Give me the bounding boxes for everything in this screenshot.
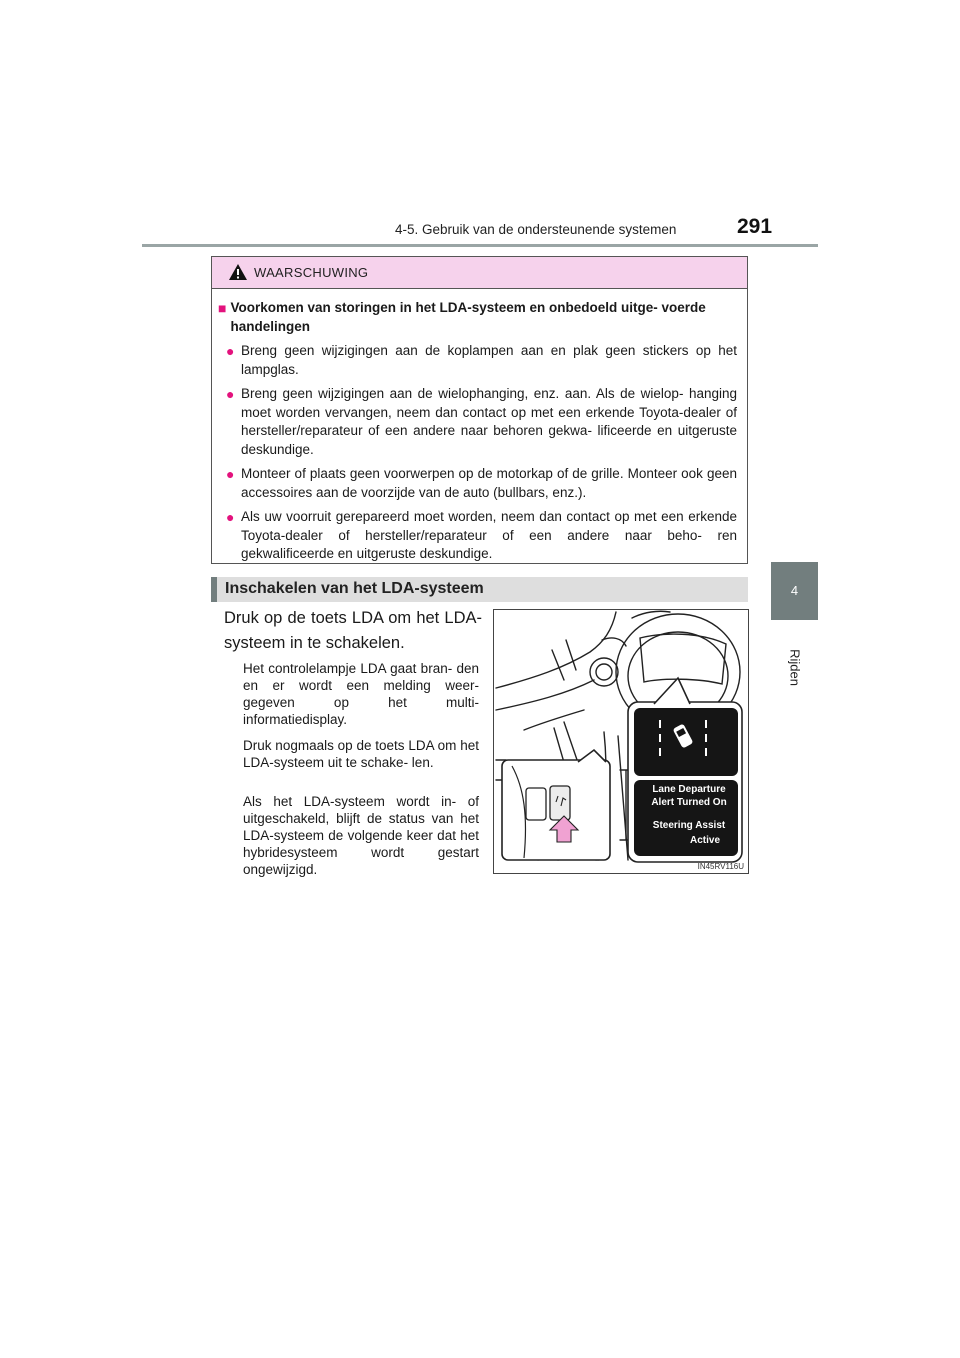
section-heading-band [211,577,748,602]
chapter-tab[interactable] [771,562,818,620]
warning-subhead [218,299,741,336]
warning-bullet-text: Breng geen wijzigingen aan de koplampen aan en plak geen stickers op het lampglas. [241,343,737,377]
header-section-text: 4-5. Gebruik van de ondersteunende systemen [395,222,677,237]
warning-bullet [226,508,741,564]
section-title: Inschakelen van het LDA-systeem [225,580,484,597]
warning-subhead-text: Voorkomen van storingen in het LDA-systeem en onbedoeld uitge- voerde handelingen [230,300,706,334]
warning-bullet [226,342,741,379]
warning-body [212,289,747,564]
display-message-line: Steering Assist [652,820,726,831]
page-number: 291 [737,215,773,238]
chapter-tab-number: 4 [790,583,799,598]
display-message-line: Lane Departure [652,784,726,795]
warning-header [212,257,747,289]
warning-bullet-text: Monteer of plaats geen voorwerpen op de motorkap of de grille. Monteer ook geen accessoires aan de voorzijde van de auto (bullbars, enz.). [241,466,737,500]
detail-paragraph: Als het LDA-systeem wordt in- of uitgeschakeld, blijft de status van het LDA-systeem de volgende keer dat het hybridesysteem wordt gestart ongewijzigd. [243,794,479,877]
section-heading-bar [211,577,217,602]
circle-bullet-icon: ● [226,343,235,359]
warning-bullet-text: Breng geen wijzigingen aan de wielophanging, enz. aan. Als de wielop- hanging moet worden vervangen, neem dan contact op met een erkende Toyota-dealer of hersteller/reparateur of een andere naar behoren gekwa- lificeerde en uitgeruste deskundige. [241,386,737,457]
intro-text: Druk op de toets LDA om het LDA-systeem in te schakelen. [224,609,482,652]
warning-box [211,256,748,564]
warning-bullet [226,385,741,459]
warning-bullet-text: Als uw voorruit gerepareerd moet worden, neem dan contact op met een erkende Toyota-dealer of hersteller/reparateur of een andere naar beho- ren gekwalificeerde en uitgeruste deskundige. [241,509,737,561]
figure-code: IN45RV116U [697,862,744,871]
square-bullet-icon: ■ [218,300,227,316]
warning-bullet [226,465,741,502]
warning-title: WAARSCHUWING [254,265,369,280]
detail-paragraph: Het controlelampje LDA gaat bran- den en er wordt een melding weer- gegeven op het multi- informatiedisplay. [243,661,479,727]
display-message-line: Active [689,835,720,846]
header-rule [142,244,818,247]
detail-paragraph: Druk nogmaals op de toets LDA om het LDA-systeem uit te schake- len. [243,738,479,770]
display-message-line: Alert Turned On [651,797,727,808]
warning-triangle-icon [228,263,248,281]
circle-bullet-icon: ● [226,386,235,402]
circle-bullet-icon: ● [226,466,235,482]
chapter-tab-label: Rijden [787,649,803,686]
circle-bullet-icon: ● [226,509,235,525]
